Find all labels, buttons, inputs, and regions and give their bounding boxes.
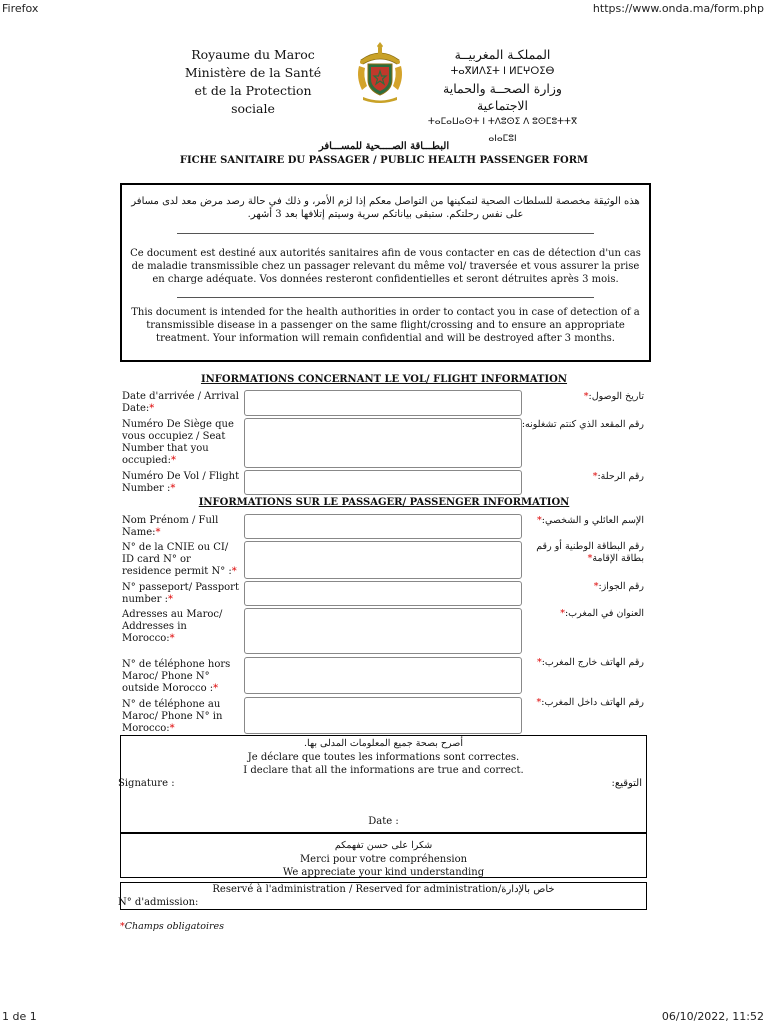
- full-name-label-ar: [514, 515, 644, 527]
- required-mark: *: [170, 455, 176, 466]
- ministry-line-3: et de la Protection sociale: [194, 83, 312, 116]
- thanks-box: [120, 833, 647, 878]
- field-label-text: Date d'arrivée / Arrival Date:: [122, 391, 239, 414]
- phone-morocco-label: [122, 699, 242, 735]
- flight-number-input[interactable]: [244, 470, 522, 495]
- seat-number-label: [122, 419, 242, 467]
- id-card-label: [122, 542, 242, 578]
- passport-number-input[interactable]: [244, 581, 522, 606]
- field-label-ar-text: رقم الهاتف خارج المغرب:: [541, 657, 644, 668]
- field-label-ar-text: الإسم العائلي و الشخصي:: [541, 515, 644, 526]
- phone-abroad-label-ar: [514, 657, 644, 669]
- admission-number-label: N° d'admission:: [118, 897, 199, 908]
- field-label-text: Nom Prénom / Full Name:: [122, 515, 219, 538]
- royal-coat-of-arms-icon: [353, 42, 407, 104]
- ministry-ar-line-1: المملكـة المغربيــة: [454, 47, 551, 62]
- ministry-ar-line-3: وزارة الصحــة والحماية الاجتماعية: [443, 81, 562, 113]
- field-label-text: Numéro De Vol / Flight Number :: [122, 471, 240, 494]
- field-label-ar-text: تاريخ الوصول:: [588, 391, 644, 402]
- field-label-ar-text: العنوان في المغرب:: [564, 608, 644, 619]
- ministry-name-fr: [178, 46, 328, 118]
- page-url[interactable]: https://www.onda.ma/form.php: [592, 2, 764, 15]
- notice-text-ar: هذه الوثيقة مخصصة للسلطات الصحية لتمكينها من التواصل معكم إذا لزم الأمر، و ذلك في حالة رصد مرض معد لدى مسافر على نفس رحلتكم. ستبقى بياناتكم سرية وسيتم إتلافها بعد 3 أشهر.: [131, 196, 640, 220]
- field-label-ar-text: رقم المقعد الذي كنتم تشغلونه:: [521, 419, 644, 430]
- notice-box: [120, 183, 651, 362]
- field-label-text: N° de la CNIE ou CI/ ID card N° or residence permit N° :: [122, 542, 232, 577]
- field-label-ar-text: رقم الهاتف داخل المغرب:: [541, 697, 644, 708]
- browser-app-name: Firefox: [2, 2, 39, 15]
- mandatory-fields-note: [120, 921, 224, 932]
- address-label-ar: [514, 608, 644, 620]
- field-label-text: Adresses au Maroc/ Addresses in Morocco:: [122, 609, 223, 644]
- required-mark: *: [536, 657, 542, 668]
- mandatory-note-text: Champs obligatoires: [124, 921, 225, 932]
- admin-box: [120, 882, 647, 910]
- ministry-name-ar: [420, 46, 585, 148]
- declaration-text-fr: Je déclare que toutes les informations sont correctes.: [247, 752, 520, 763]
- arrival-date-label-ar: [514, 391, 644, 403]
- ministry-line-2: Ministère de la Santé: [184, 65, 322, 80]
- divider: [177, 233, 594, 234]
- thanks-text-fr: Merci pour votre compréhension: [299, 854, 468, 865]
- passport-number-label-ar: [514, 581, 644, 593]
- required-mark: *: [592, 471, 598, 482]
- declaration-box: [120, 735, 647, 833]
- notice-text-en: This document is intended for the health authorities in order to contact you in case of detection of a transmissible disease in a passenger on the same flight/crossing and to ensure an appropriate treatment. Your information will remain confidential and will be destroyed after 3 months.: [131, 307, 640, 344]
- id-card-input[interactable]: [244, 541, 522, 579]
- flight-number-label-ar: [514, 471, 644, 483]
- required-mark: *: [593, 581, 599, 592]
- declaration-text-en: I declare that all the informations are true and correct.: [243, 765, 524, 776]
- arrival-date-input[interactable]: [244, 390, 522, 416]
- required-mark: *: [149, 403, 155, 414]
- field-label-text: Numéro De Siège que vous occupiez / Seat Number that you occupied:: [122, 419, 234, 466]
- required-mark: *: [231, 566, 237, 577]
- field-label-text: N° passeport/ Passport number :: [122, 582, 239, 605]
- flight-number-label: [122, 471, 242, 495]
- phone-abroad-label: [122, 659, 242, 695]
- required-mark: *: [120, 921, 125, 932]
- arrival-date-label: [122, 391, 242, 415]
- required-mark: *: [213, 683, 219, 694]
- declaration-text-ar: أصرح بصحة جميع المعلومات المدلى بها.: [304, 738, 463, 749]
- required-mark: *: [587, 553, 593, 564]
- required-mark: *: [170, 483, 176, 494]
- admin-heading: Reservé à l'administration / Reserved for administration/خاص بالإدارة: [212, 884, 555, 895]
- required-mark: *: [169, 633, 175, 644]
- page-count: 1 de 1: [2, 1010, 37, 1023]
- phone-abroad-input[interactable]: [244, 657, 522, 694]
- full-name-label: [122, 515, 242, 539]
- required-mark: *: [537, 515, 542, 526]
- field-label-ar-text: رقم الرحلة:: [597, 471, 644, 482]
- thanks-text-ar: شكرا على حسن تفهمكم: [334, 840, 433, 851]
- ministry-line-1: Royaume du Maroc: [191, 47, 315, 62]
- ministry-ar-line-2: ⵜⴰⴳⵍⴷⵉⵜ ⵏ ⵍⵎⵖⵔⵉⴱ: [450, 66, 555, 77]
- address-label: [122, 609, 242, 645]
- form-title: FICHE SANITAIRE DU PASSAGER / PUBLIC HEALTH PASSENGER FORM: [179, 155, 589, 166]
- id-card-label-ar: [514, 541, 644, 565]
- signature-label: Signature :: [118, 778, 175, 789]
- address-input[interactable]: [244, 608, 522, 654]
- phone-morocco-input[interactable]: [244, 697, 522, 734]
- required-mark: *: [169, 723, 175, 734]
- full-name-input[interactable]: [244, 514, 522, 539]
- passport-number-label: [122, 582, 242, 606]
- required-mark: *: [155, 527, 161, 538]
- seat-number-label-ar: [514, 419, 644, 431]
- thanks-text-en: We appreciate your kind understanding: [282, 867, 485, 878]
- field-label-text: N° de téléphone hors Maroc/ Phone N° outside Morocco :: [122, 659, 231, 694]
- signature-label-ar: التوقيع:: [611, 778, 642, 789]
- required-mark: *: [560, 608, 565, 619]
- divider: [177, 297, 594, 298]
- print-datetime: 06/10/2022, 11:52: [661, 1010, 764, 1023]
- required-mark: *: [536, 697, 542, 708]
- required-mark: *: [583, 391, 589, 402]
- seat-number-input[interactable]: [244, 418, 522, 468]
- ministry-ar-line-4: ⵜⴰⵎⴰⵡⴰⵙⵜ ⵏ ⵜⴷⵓⵙⵉ ⴷ ⵓⵙⵎⵓⵜⵜⴳ ⴰⵏⴰⵎⵓⵏ: [427, 117, 578, 144]
- required-mark: *: [168, 594, 174, 605]
- flight-section-heading: INFORMATIONS CONCERNANT LE VOL/ FLIGHT INFORMATION: [200, 374, 568, 385]
- form-title-ar: البطـــاقة الصــــحية للمســـافر: [318, 141, 450, 152]
- field-label-ar-text: رقم الجواز:: [598, 581, 644, 592]
- passenger-section-heading: INFORMATIONS SUR LE PASSAGER/ PASSENGER INFORMATION: [198, 497, 570, 508]
- phone-morocco-label-ar: [514, 697, 644, 709]
- field-label-ar-text: رقم البطاقة الوطنية أو رقم بطاقة الإقامة: [536, 541, 644, 564]
- date-label: Date :: [368, 816, 399, 827]
- field-label-text: N° de téléphone au Maroc/ Phone N° in Morocco:: [122, 699, 223, 734]
- notice-text-fr: Ce document est destiné aux autorités sanitaires afin de vous contacter en cas de détection d'un cas de maladie transmissible chez un passager relevant du même vol/ traversée et vous assurer la prise en charge adéquate. Vos données resteront confidentielles et seront détruites après 3 mois.: [130, 248, 641, 285]
